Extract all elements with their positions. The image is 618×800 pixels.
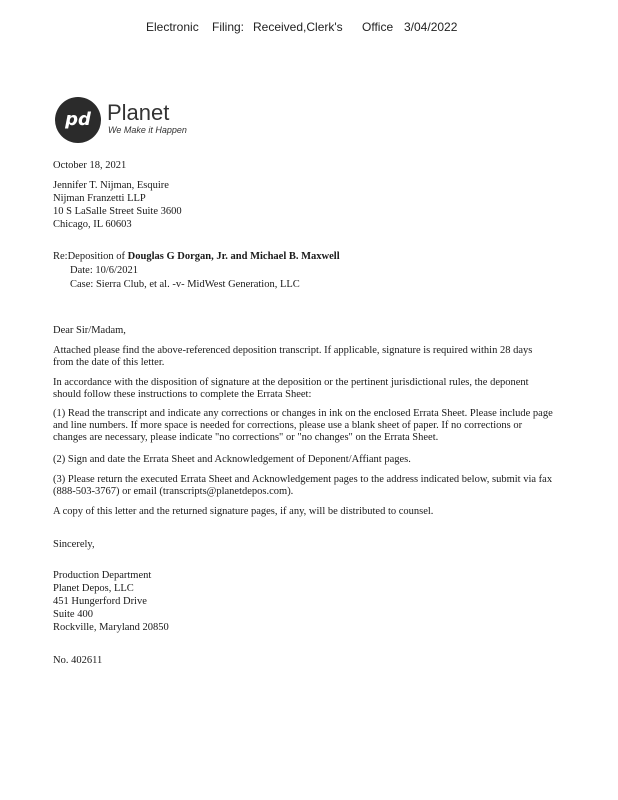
addressee-line: Chicago, IL 60603 bbox=[53, 219, 132, 230]
re-deponents: Douglas G Dorgan, Jr. and Michael B. Maxwell bbox=[127, 251, 340, 262]
filing-header-part: Received,Clerk's bbox=[253, 20, 343, 34]
letter-date: October 18, 2021 bbox=[53, 160, 127, 171]
brand-name: Planet bbox=[107, 100, 170, 125]
body-paragraph: Attached please find the above-referenced deposition transcript. If applicable, signature is required within 28 days from the date of this letter. bbox=[53, 345, 533, 368]
re-case: Case: Sierra Club, et al. -v- MidWest Generation, LLC bbox=[70, 279, 300, 290]
re-date: Date: 10/6/2021 bbox=[70, 265, 138, 276]
body-paragraph: A copy of this letter and the returned signature pages, if any, will be distributed to counsel. bbox=[53, 506, 434, 517]
signature-line: 451 Hungerford Drive bbox=[53, 596, 147, 607]
addressee-line: 10 S LaSalle Street Suite 3600 bbox=[53, 206, 182, 217]
body-paragraph: (2) Sign and date the Errata Sheet and Acknowledgement of Deponent/Affiant pages. bbox=[53, 454, 411, 465]
filing-header-part: Office bbox=[362, 20, 394, 34]
filing-header-part: Electronic bbox=[146, 20, 199, 34]
reference-number: No. 402611 bbox=[53, 655, 103, 666]
re-prefix: Deposition of bbox=[67, 251, 126, 262]
re-line bbox=[53, 251, 340, 263]
filing-header-part: 3/04/2022 bbox=[404, 20, 458, 34]
body-paragraph: (3) Please return the executed Errata Sheet and Acknowledgement pages to the address indicated below, submit via fax (888-503-3767) or email (transcripts@planetdepos.com). bbox=[53, 474, 553, 497]
addressee-line: Jennifer T. Nijman, Esquire bbox=[53, 180, 169, 191]
signature-line: Rockville, Maryland 20850 bbox=[53, 622, 169, 633]
body-paragraph: (1) Read the transcript and indicate any corrections or changes in ink on the enclosed Errata Sheet. Please include page and line numbers. If more space is needed for corrections, please use a blank sheet of paper. If no corrections or changes are necessary, please indicate "no corrections" or "no changes" on the Errata Sheet. bbox=[53, 408, 553, 443]
filing-header-part: Filing: bbox=[212, 20, 245, 34]
signature-line: Production Department bbox=[53, 570, 152, 581]
closing: Sincerely, bbox=[53, 539, 95, 550]
salutation: Dear Sir/Madam, bbox=[53, 325, 126, 336]
planet-depos-logo bbox=[55, 97, 101, 143]
brand-tagline: We Make it Happen bbox=[108, 125, 187, 135]
body-paragraph: In accordance with the disposition of signature at the deposition or the pertinent jurisdictional rules, the deponent should follow these instructions to complete the Errata Sheet: bbox=[53, 377, 529, 400]
logo-mark-text: pd bbox=[65, 109, 91, 130]
re-label: Re: bbox=[53, 251, 68, 262]
signature-line: Suite 400 bbox=[53, 609, 93, 620]
signature-line: Planet Depos, LLC bbox=[53, 583, 134, 594]
addressee-line: Nijman Franzetti LLP bbox=[53, 193, 146, 204]
